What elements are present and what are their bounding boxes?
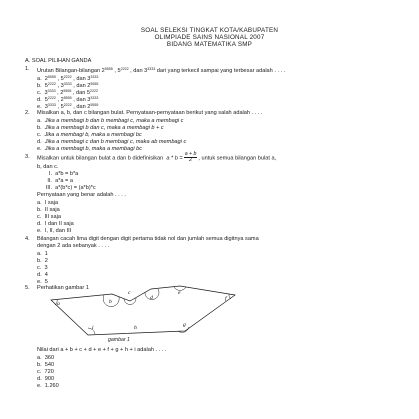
q5-number: 5. bbox=[25, 285, 30, 291]
figure-caption: gambar 1 bbox=[108, 337, 130, 343]
q2-option-e: e. Jika a membagi b, maka a membagi bc bbox=[37, 146, 143, 152]
fig-label-i: i bbox=[92, 325, 94, 331]
fig-label-d: d bbox=[150, 295, 153, 301]
q3-formula-lhs: a * b = bbox=[166, 155, 183, 162]
q5-text: Perhatikan gambar 1 bbox=[37, 285, 89, 291]
q3-statement-2: II. a*a = a bbox=[47, 178, 73, 184]
q3-option-a: a. I saja bbox=[37, 200, 59, 206]
fig-label-a: a bbox=[57, 301, 60, 307]
q3-option-b: b. II saja bbox=[37, 207, 60, 213]
q2-number: 2. bbox=[25, 110, 30, 116]
section-title: A. SOAL PILIHAN GANDA bbox=[25, 58, 92, 64]
q5-option-a: a. 360 bbox=[37, 355, 55, 361]
q2-option-d: d. Jika a membagi c dan b membagi c, maka ab membagi c bbox=[37, 139, 187, 145]
q5-option-c: c. 720 bbox=[37, 369, 54, 375]
q3-option-c: c. III saja bbox=[37, 214, 61, 220]
q4-option-b: b. 2 bbox=[37, 258, 48, 264]
q2-text: Misalkan a, b, dan c bilangan bulat. Pernyataan-pernyataan berikut yang salah adalah . . . . bbox=[37, 110, 263, 116]
q4-option-a: a. 1 bbox=[37, 251, 48, 257]
q4-text-line-2: dengan 2 ada sebanyak . . . . bbox=[37, 243, 110, 249]
q1-number: 1. bbox=[25, 66, 30, 72]
q3-fraction: $\frac{a + b}{2}$ bbox=[184, 151, 197, 164]
q4-option-c: c. 3 bbox=[37, 265, 48, 271]
q2-option-a: a. Jika a membagi b dan b membagi c, maka a membagi c bbox=[37, 118, 184, 124]
q3-question: Pernyataan yang benar adalah . . . . bbox=[37, 192, 126, 198]
q5-option-b: b. 540 bbox=[37, 362, 55, 368]
figure-outline bbox=[51, 286, 235, 335]
q5-option-d: d. 900 bbox=[37, 376, 55, 382]
q1-option-c: c. $3^{3333}$ , $2^{5555}$ , dan $5^{2222}$ bbox=[37, 89, 99, 96]
q4-text-line-1: Bilangan cacah lima digit dengan digit pertama tidak nol dan jumlah semua digitnya sama bbox=[37, 236, 259, 242]
q5-question: Nilai dari a + b + c + d + e + f + g + h + i adalah . . . . bbox=[37, 347, 167, 353]
q1-text: Urutan Bilangan-bilangan $2^{5555}$ , $5^{2222}$ , dan $3^{3333}$ dari yang terkecil sampai yang terbesar adalah . . . . bbox=[37, 67, 286, 74]
header-line-2: OLIMPIADE SAINS NASIONAL 2007 bbox=[154, 34, 265, 41]
fig-label-e: e bbox=[178, 290, 181, 296]
fig-label-c: c bbox=[128, 290, 131, 296]
q4-option-e: e. 5 bbox=[37, 279, 48, 285]
q3-option-e: e. I, II, dan III bbox=[37, 228, 72, 234]
q2-option-c: c. Jika a membagi b, maka a membagi bc bbox=[37, 132, 142, 138]
q4-option-d: d. 4 bbox=[37, 272, 48, 278]
q1-option-d: d. $5^{2222}$ , $2^{5555}$ , dan $3^{3333}$ bbox=[37, 96, 99, 103]
fig-label-b: b bbox=[109, 299, 112, 305]
q3-continuation: b, dan c. bbox=[37, 164, 59, 170]
q3-statement-1: I. a*b = b*a bbox=[48, 171, 79, 177]
fig-label-g: g bbox=[183, 322, 186, 328]
q1-option-e: e. $3^{3333}$ , $5^{2222}$ , dan $2^{5555}$ bbox=[37, 103, 99, 110]
q2-option-b: b. Jika a membagi b dan c, maka a membagi b + c bbox=[37, 125, 164, 131]
fig-label-f: f bbox=[225, 296, 227, 302]
fig-label-h: h bbox=[134, 325, 137, 331]
header-line-3: BIDANG MATEMATIKA SMP bbox=[166, 41, 253, 48]
q1-option-a: a. $2^{5555}$ , $5^{2222}$ , dan $3^{3333}$ bbox=[37, 75, 99, 82]
q3-text: Misalkan untuk bilangan bulat a dan b didefinisikan a * b = $\frac{a + b}{2}$ , untuk semua bilangan bulat a, bbox=[37, 151, 277, 164]
header-line-1: SOAL SELEKSI TINGKAT KOTA/KABUPATEN bbox=[140, 27, 279, 34]
q3-number: 3. bbox=[25, 154, 30, 160]
q3-option-d: d. I dan II saja bbox=[37, 221, 74, 227]
q1-option-b: b. $5^{2222}$ , $3^{3333}$ , dan $2^{5555}$ bbox=[37, 82, 99, 89]
q3-statement-3: III. a*(b*c) = (a*b)*c bbox=[45, 185, 96, 191]
figure-1 bbox=[48, 284, 238, 336]
q4-number: 4. bbox=[25, 236, 30, 242]
q5-option-e: e. 1.260 bbox=[37, 383, 59, 389]
